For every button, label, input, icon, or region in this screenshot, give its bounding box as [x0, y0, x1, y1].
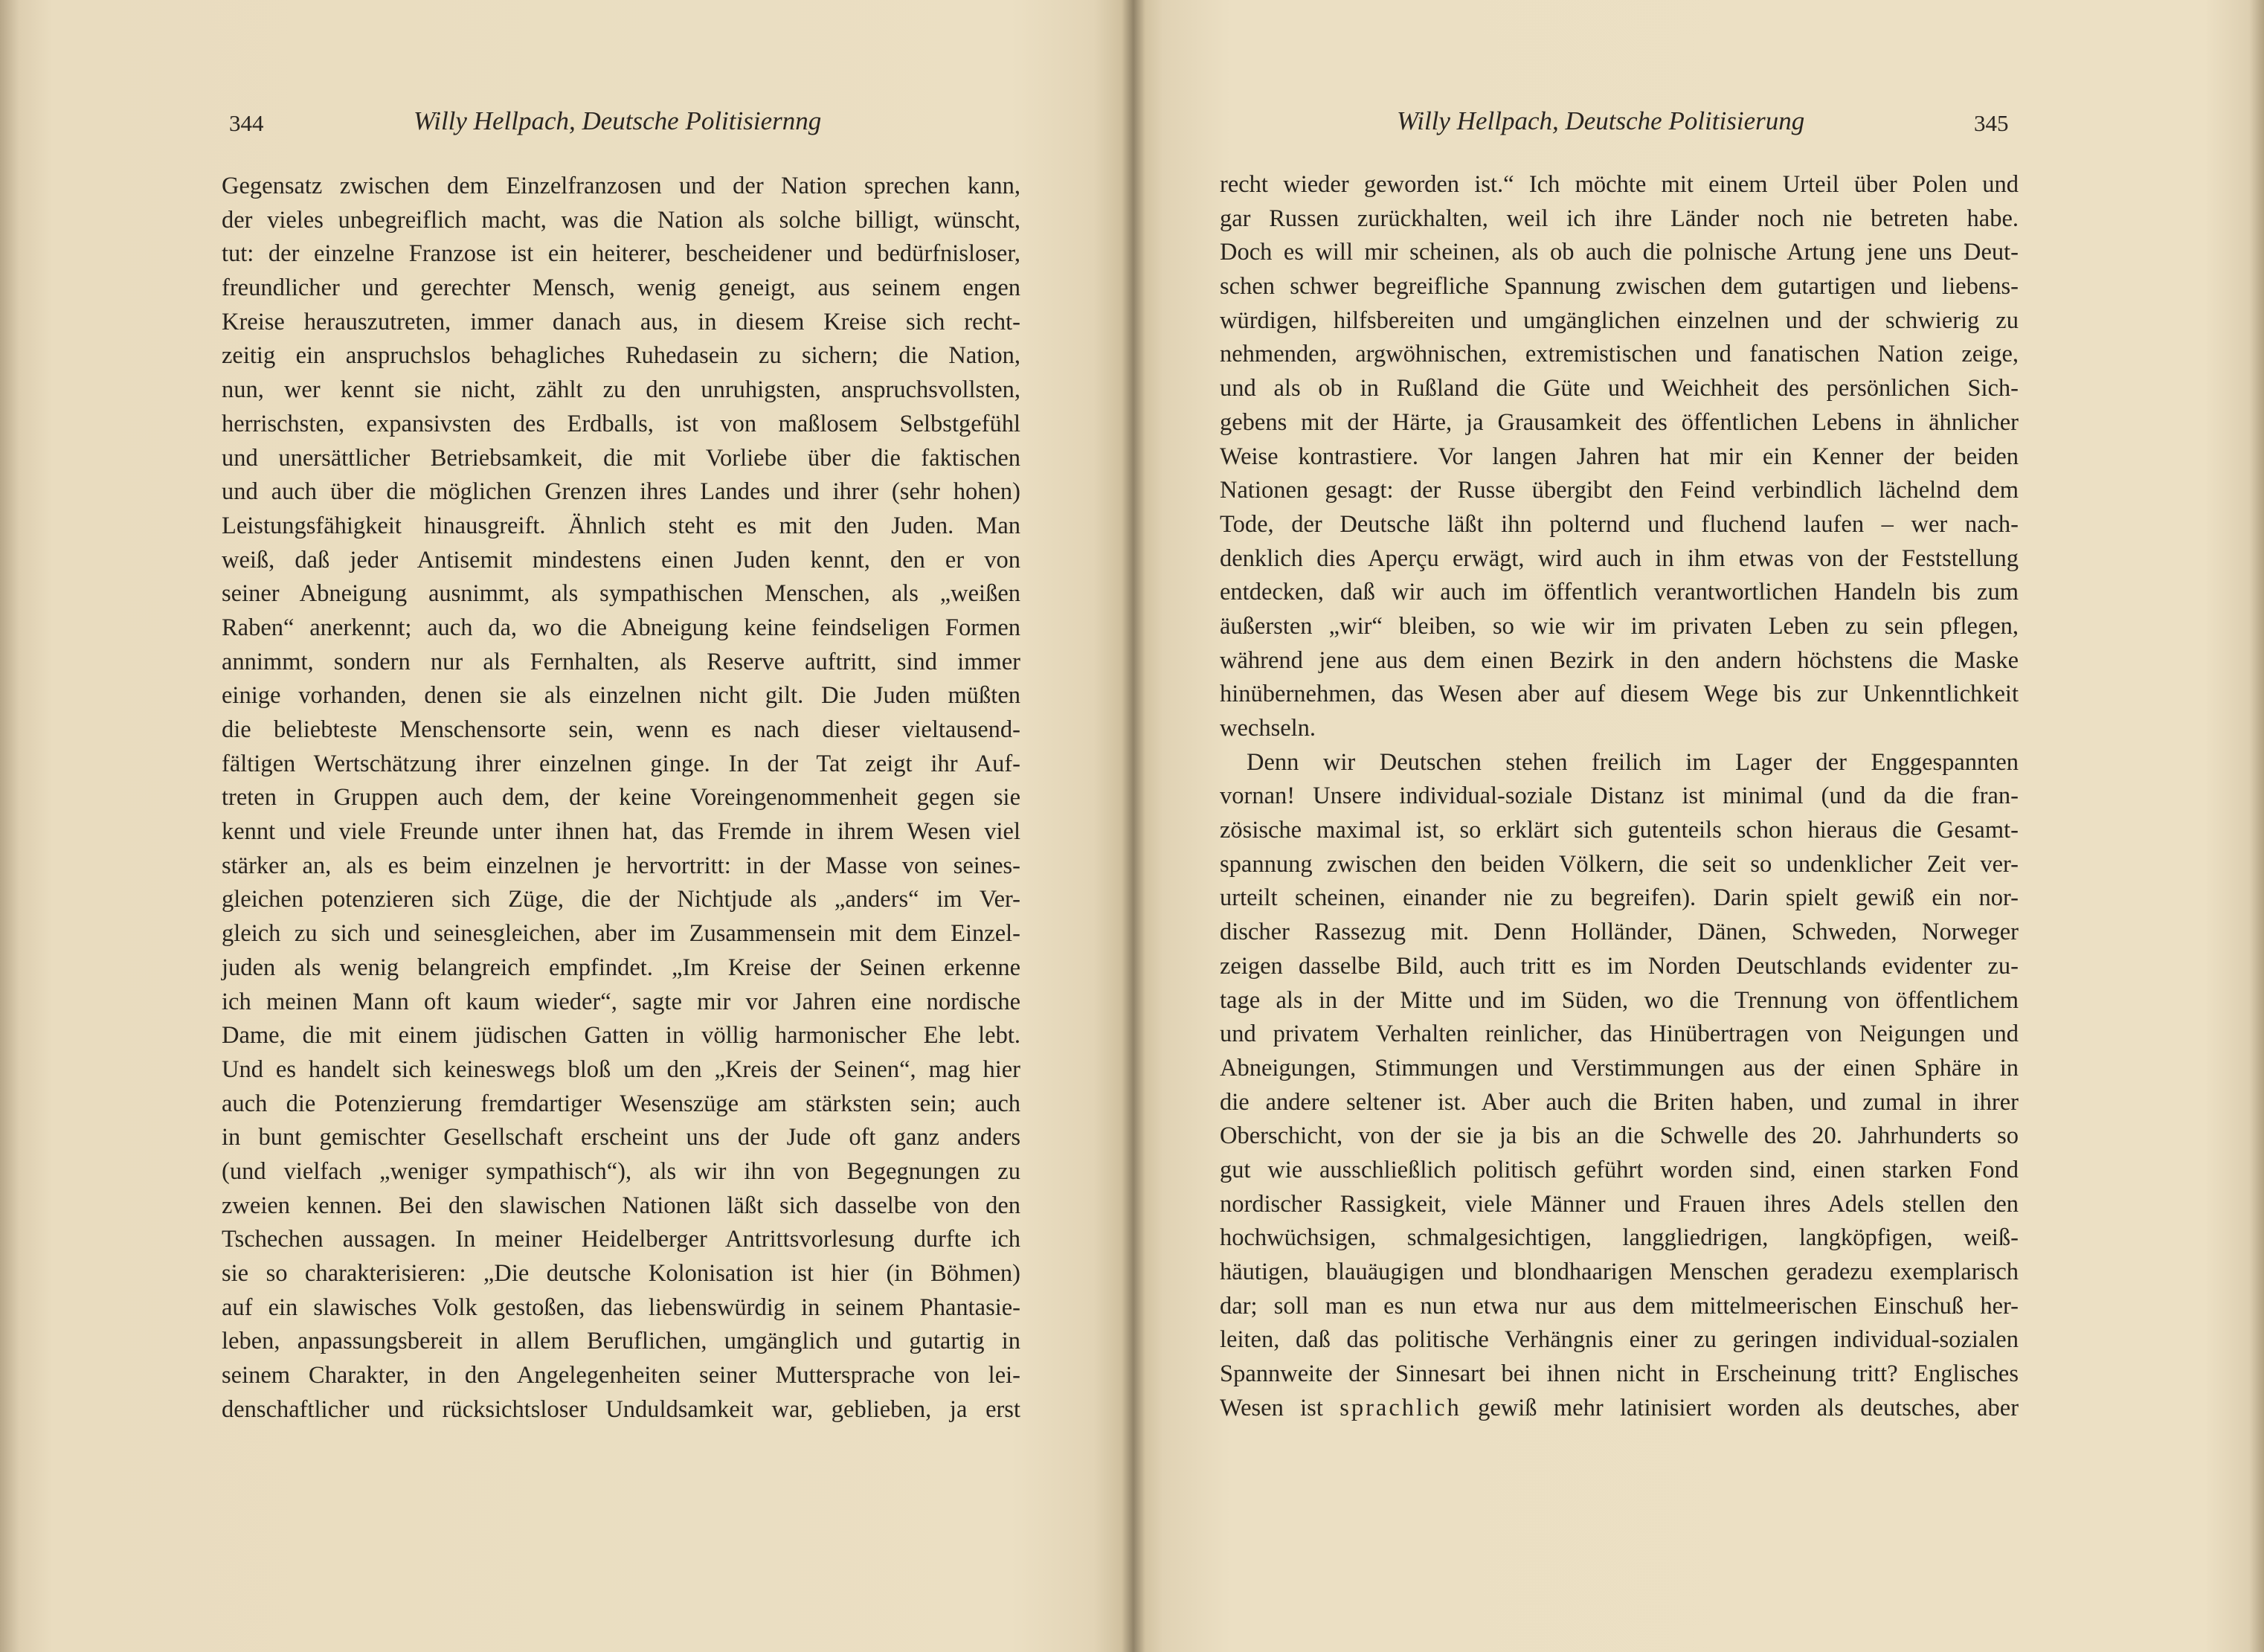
- text-line: recht wieder geworden ist.“ Ich möchte mit einem Urteil über Polen und: [1220, 171, 2019, 198]
- text-line: Tschechen aussagen. In meiner Heidelberger Antrittsvorlesung durfte ich: [222, 1226, 1020, 1253]
- text-line: und als ob in Rußland die Güte und Weichheit des persönlichen Sich-: [1220, 375, 2019, 402]
- text-line: und unersättlicher Betriebsamkeit, die mit Vorliebe über die faktischen: [222, 444, 1020, 472]
- text-line: Denn wir Deutschen stehen freilich im Lager der Enggespannten: [1247, 748, 2019, 776]
- right-page: [1133, 0, 2264, 1652]
- text-line: Und es handelt sich keineswegs bloß um den „Kreis der Seinen“, mag hier: [222, 1055, 1020, 1083]
- text-fragment: gewiß mehr latinisiert worden als deutsches, aber: [1478, 1394, 2019, 1421]
- text-line: juden als wenig belangreich empfindet. „Im Kreise der Seinen erkenne: [222, 954, 1020, 981]
- text-line: spannung zwischen den beiden Völkern, die seit so undenklicher Zeit ver-: [1220, 850, 2019, 878]
- text-line: und auch über die möglichen Grenzen ihres Landes und ihrer (sehr hohen): [222, 478, 1020, 506]
- text-line: Kreise herauszutreten, immer danach aus, in diesem Kreise sich recht-: [222, 308, 1020, 335]
- text-line: leben, anpassungsbereit in allem Beruflichen, umgänglich und gutartig in: [222, 1328, 1020, 1355]
- text-line: denklich dies Aperçu erwägt, wird auch in ihm etwas von der Feststellung: [1220, 544, 2019, 572]
- text-line: tage als in der Mitte und im Süden, wo die Trennung von öffentlichem: [1220, 986, 2019, 1014]
- text-line: Gegensatz zwischen dem Einzelfranzosen und der Nation sprechen kann,: [222, 173, 1020, 199]
- text-line: fältigen Wertschätzung ihrer einzelnen ginge. In der Tat zeigt ihr Auf-: [222, 750, 1020, 777]
- text-line: zösische maximal ist, so erklärt sich gutenteils schon hieraus die Gesamt-: [1220, 817, 2019, 844]
- text-line: dar; soll man es nun etwa nur aus dem mittelmeerischen Einschuß her-: [1220, 1292, 2019, 1320]
- text-line: herrischsten, expansivsten des Erdballs, ist von maßlosem Selbstgefühl: [222, 410, 1020, 437]
- text-line: Spannweite der Sinnesart bei ihnen nicht in Erscheinung tritt? Englisches: [1220, 1360, 2019, 1388]
- text-line: zeigen dasselbe Bild, auch tritt es im Norden Deutschlands evidenter zu-: [1220, 952, 2019, 980]
- text-line-final: [1220, 1392, 2019, 1426]
- text-line: gut wie ausschließlich politisch geführt worden sind, einen starken Fond: [1220, 1156, 2019, 1183]
- text-line: seiner Abneigung ausnimmt, als sympathischen Menschen, als „weißen: [222, 580, 1020, 608]
- text-line: Raben“ anerkennt; auch da, wo die Abneigung keine feindseligen Formen: [222, 614, 1020, 641]
- text-line: in bunt gemischter Gesellschaft erscheint uns der Jude oft ganz anders: [222, 1124, 1020, 1151]
- left-body-text: [222, 170, 1020, 1427]
- right-body-text: [1220, 168, 2019, 1425]
- text-line: Dame, die mit einem jüdischen Gatten in völlig harmonischer Ehe lebt.: [222, 1022, 1020, 1050]
- text-line: der vieles unbegreiflich macht, was die Nation als solche billigt, wünscht,: [222, 206, 1020, 234]
- text-line: würdigen, hilfsbereiten und umgänglichen einzelnen und der schwierig zu: [1220, 306, 2019, 334]
- text-line: tut: der einzelne Franzose ist ein heiterer, bescheidener und bedürfnisloser,: [222, 240, 1020, 268]
- text-line: discher Rassezug mit. Denn Holländer, Dänen, Schweden, Norweger: [1220, 919, 2019, 946]
- text-line: (und vielfach „weniger sympathisch“), als wir ihn von Begegnungen zu: [222, 1157, 1020, 1185]
- text-line: äußersten „wir“ bleiben, so wie wir im privaten Leben zu sein pflegen,: [1220, 612, 2019, 640]
- text-line: gleichen potenzieren sich Züge, die der Nichtjude als „anders“ im Ver-: [222, 886, 1020, 913]
- text-line: gleich zu sich und seinesgleichen, aber im Zusammensein mit dem Einzel-: [222, 920, 1020, 948]
- text-line: auch die Potenzierung fremdartiger Wesenszüge am stärksten sein; auch: [222, 1090, 1020, 1117]
- running-head-left: Willy Hellpach, Deutsche Politisiernng: [414, 106, 822, 135]
- text-line: nordischer Rassigkeit, viele Männer und Frauen ihres Adels stellen den: [1220, 1190, 2019, 1218]
- text-line: gar Russen zurückhalten, weil ich ihre Länder noch nie betreten habe.: [1220, 205, 2019, 232]
- text-fragment: Wesen ist: [1220, 1394, 1323, 1421]
- text-line: Weise kontrastiere. Vor langen Jahren hat mir ein Kenner der beiden: [1220, 443, 2019, 470]
- text-line: sie so charakterisieren: „Die deutsche Kolonisation ist hier (in Böhmen): [222, 1260, 1020, 1287]
- text-line: treten in Gruppen auch dem, der keine Voreingenommenheit gegen sie: [222, 784, 1020, 811]
- text-line: hochwüchsigen, schmalgesichtigen, langgliedrigen, langköpfigen, weiß-: [1220, 1224, 2019, 1252]
- text-line: die beliebteste Menschensorte sein, wenn es nach dieser vieltausend-: [222, 716, 1020, 743]
- page-number-left: 344: [229, 110, 264, 136]
- text-line: Nationen gesagt: der Russe übergibt den Feind verbindlich lächelnd dem: [1220, 477, 2019, 504]
- text-line: leiten, daß das politische Verhängnis einer zu geringen individual-sozialen: [1220, 1326, 2019, 1354]
- text-line: kennt und viele Freunde unter ihnen hat, das Fremde in ihrem Wesen viel: [222, 818, 1020, 846]
- text-line: einige vorhanden, denen sie als einzelnen nicht gilt. Die Juden müßten: [222, 682, 1020, 710]
- text-line: Doch es will mir scheinen, als ob auch die polnische Artung jene uns Deut-: [1220, 239, 2019, 266]
- text-line: seinem Charakter, in den Angelegenheiten seiner Muttersprache von lei-: [222, 1362, 1020, 1389]
- text-line: auf ein slawisches Volk gestoßen, das liebenswürdig in seinem Phantasie-: [222, 1293, 1020, 1321]
- text-line: entdecken, daß wir auch im öffentlich verantwortlichen Handeln bis zum: [1220, 579, 2019, 606]
- text-line: annimmt, sondern nur als Fernhalten, als Reserve auftritt, sind immer: [222, 648, 1020, 675]
- text-line: weiß, daß jeder Antisemit mindestens einen Juden kennt, den er von: [222, 546, 1020, 573]
- text-line: Abneigungen, Stimmungen und Verstimmungen aus der einen Sphäre in: [1220, 1054, 2019, 1081]
- text-line: hinübernehmen, das Wesen aber auf diesem Wege bis zur Unkenntlichkeit: [1220, 681, 2019, 708]
- text-line: die andere seltener ist. Aber auch die Briten haben, und zumal in ihrer: [1220, 1088, 2019, 1116]
- text-line: denschaftlicher und rücksichtsloser Unduldsamkeit war, geblieben, ja erst: [222, 1395, 1020, 1423]
- text-line: freundlicher und gerechter Mensch, wenig geneigt, aus seinem engen: [222, 274, 1020, 302]
- text-line: während jene aus dem einen Bezirk in den andern höchstens die Maske: [1220, 646, 2019, 674]
- page-number-right: 345: [1974, 110, 2009, 136]
- text-line: Tode, der Deutsche läßt ihn polternd und fluchend laufen – wer nach-: [1220, 510, 2019, 538]
- book-gutter: [1122, 0, 1145, 1652]
- text-line: urteilt scheinen, einander nie zu begreifen). Darin spielt gewiß ein nor-: [1220, 884, 2019, 912]
- text-line: und privatem Verhalten reinlicher, das Hinübertragen von Neigungen und: [1220, 1021, 2019, 1048]
- text-line: schen schwer begreifliche Spannung zwischen dem gutartigen und liebens-: [1220, 273, 2019, 300]
- text-line: wechseln.: [1220, 715, 1316, 742]
- text-line: zweien kennen. Bei den slawischen Nationen läßt sich dasselbe von den: [222, 1192, 1020, 1219]
- text-line: Oberschicht, von der sie ja bis an die Schwelle des 20. Jahrhunderts so: [1220, 1122, 2019, 1150]
- text-line: Leistungsfähigkeit hinausgreift. Ähnlich steht es mit den Juden. Man: [222, 512, 1020, 539]
- text-line: zeitig ein anspruchslos behagliches Ruhedasein zu sichern; die Nation,: [222, 342, 1020, 370]
- text-line: stärker an, als es beim einzelnen je hervortritt: in der Masse von seines-: [222, 852, 1020, 879]
- text-line: nun, wer kennt sie nicht, zählt zu den unruhigsten, anspruchsvollsten,: [222, 376, 1020, 404]
- running-head-right: Willy Hellpach, Deutsche Politisierung: [1397, 106, 1805, 135]
- text-line: ich meinen Mann oft kaum wieder“, sagte mir vor Jahren eine nordische: [222, 988, 1020, 1015]
- text-line: gebens mit der Härte, ja Grausamkeit des öffentlichen Lebens in ähnlicher: [1220, 408, 2019, 436]
- text-line: nehmenden, argwöhnischen, extremistischen und fanatischen Nation zeige,: [1220, 341, 2019, 368]
- text-line: häutigen, blauäugigen und blondhaarigen Menschen geradezu exemplarisch: [1220, 1259, 2019, 1285]
- emphasized-word: sprachlich: [1340, 1394, 1461, 1421]
- text-line: vornan! Unsere individual-soziale Distanz ist minimal (und da die fran-: [1220, 782, 2019, 810]
